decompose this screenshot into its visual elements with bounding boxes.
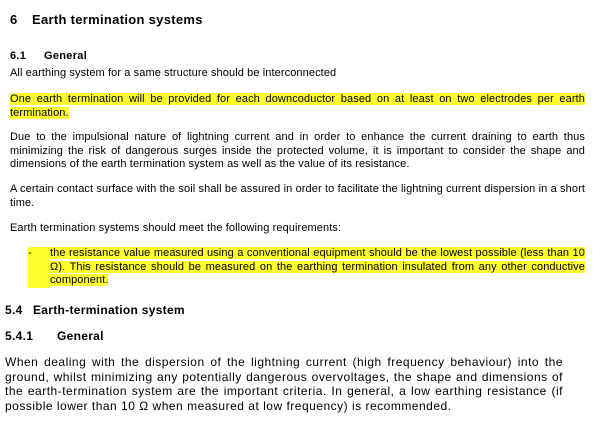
section-title: Earth-termination system bbox=[33, 303, 185, 317]
highlighted-bullet-text: the resistance value measured using a conventional equipment should be the lowest possible (less than 10 Ω). This resistance should be measured on the earthing termination insulated from any other conductive component. bbox=[50, 247, 585, 286]
section-number: 5.4.1 bbox=[5, 329, 34, 343]
section-number: 5.4 bbox=[5, 303, 23, 317]
section-5-4-1-heading bbox=[5, 329, 615, 343]
paragraph-interconnected: All earthing system for a same structure should be interconnected bbox=[10, 67, 337, 79]
paragraph-requirements-intro: Earth termination systems should meet the following requirements: bbox=[10, 222, 342, 234]
section-number: 6 bbox=[10, 12, 18, 27]
section-title: Earth termination systems bbox=[32, 12, 203, 27]
paragraph-dispersion: When dealing with the dispersion of the lightning current (high frequency behaviour) into the ground, whilst minimizing any potentially dangerous overvoltages, the shape and dimensions of the earth-termination system are the important criteria. In general, a low earthing resistance (if possible lower than 10 Ω when measured at low frequency) is recommended. bbox=[5, 355, 563, 413]
bullet-dash: - bbox=[28, 247, 50, 288]
section-number: 6.1 bbox=[10, 50, 27, 62]
section-5-4-heading bbox=[5, 303, 615, 317]
paragraph-impulsional-nature: Due to the impulsional nature of lightning current and in order to enhance the current draining to earth thus minimizing the risk of dangerous surges inside the protected volume, it is important to consider the shape and dimensions of the earth termination system as well as the value of its resistance. bbox=[10, 131, 585, 170]
section-6-heading bbox=[10, 12, 615, 27]
section-title: General bbox=[44, 50, 88, 62]
highlighted-text: One earth termination will be provided for each downcoductor based on at least on two electrodes per earth termination. bbox=[10, 93, 585, 119]
section-title: General bbox=[57, 329, 104, 343]
paragraph-highlighted-electrodes bbox=[10, 93, 585, 120]
requirement-bullet bbox=[28, 247, 585, 288]
section-6-1-heading bbox=[10, 50, 615, 62]
paragraph-contact-surface: A certain contact surface with the soil shall be assured in order to facilitate the lightning current dispersion in a short time. bbox=[10, 183, 585, 209]
